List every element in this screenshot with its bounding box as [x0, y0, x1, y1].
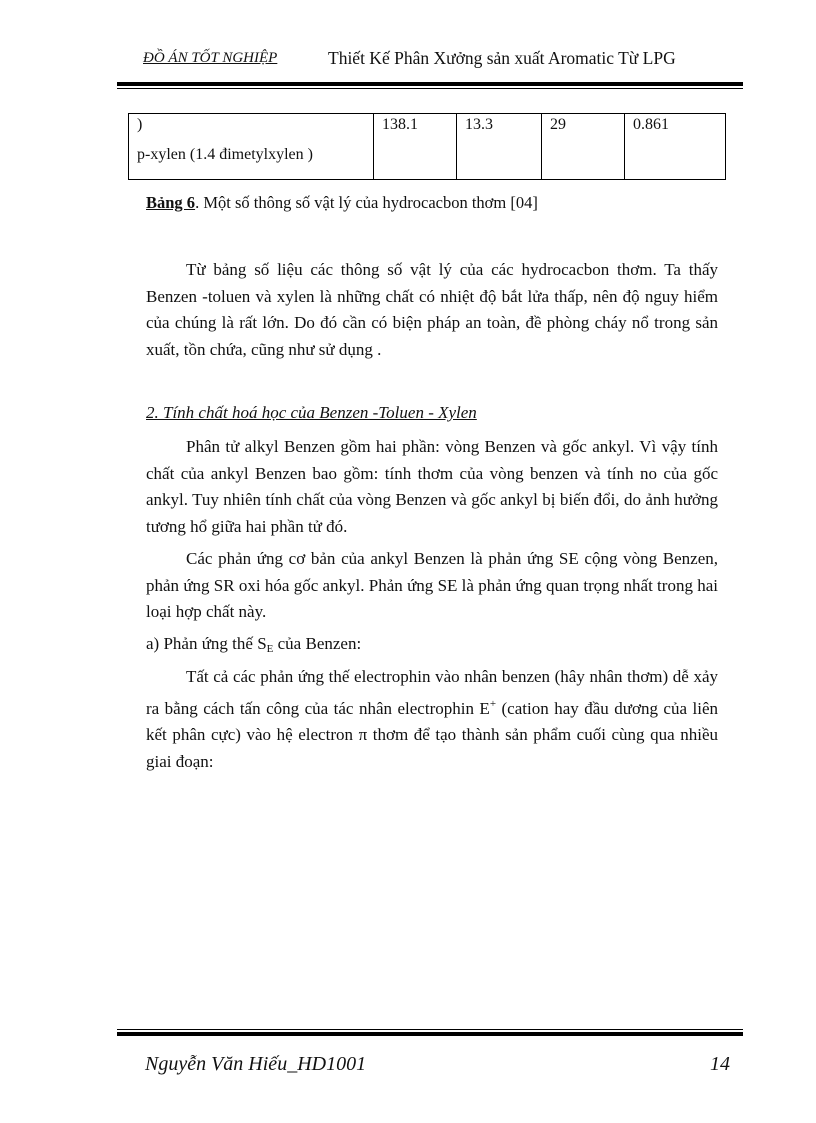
paragraph-3: Các phản ứng cơ bản của ankyl Benzen là phản ứng SE cộng vòng Benzen, phản ứng SR oxi hóa gốc ankyl. Phản ứng SE là phản ứng quan trọng nhất trong hai loại hợp chất này.: [146, 549, 718, 621]
table-row: [129, 114, 726, 180]
paragraph-4-part1: Tất cả các phản ứng thế electrophin vào nhân benzen (hây nhân thơm) dễ xảy ra bằng cách tấn công của tác nhân electrophin E: [146, 667, 718, 718]
physical-properties-table: [128, 113, 726, 180]
table-cell-col5: 0.861: [625, 114, 726, 180]
header-rule-thin: [117, 88, 743, 89]
paragraph-1: Từ bảng số liệu các thông số vật lý của các hydrocacbon thơm. Ta thấy Benzen -toluen và xylen là những chất có nhiệt độ bắt lửa thấp, nên độ nguy hiểm của chúng là rất lớn. Do đó cần có biện pháp an toàn, đề phòng cháy nổ trong sản xuất, tồn chứa, cũng như sử dụng .: [146, 260, 718, 359]
table-cell-compound: [129, 114, 374, 180]
header-left-title: ĐỒ ÁN TỐT NGHIỆP: [143, 50, 278, 66]
header-rule-thick: [117, 82, 743, 86]
caption-text: . Một số thông số vật lý của hydrocacbon thơm [04]: [195, 193, 538, 212]
paragraph-4-part3: thơm để tạo thành sản phẩm cuối cùng qua nhiều giai đoạn:: [146, 725, 718, 771]
caption-label: Bảng 6: [146, 193, 196, 212]
compound-name-line1: ): [137, 116, 143, 133]
table-cell-col3: 13.3: [457, 114, 542, 180]
footer-rule-thin: [117, 1029, 743, 1030]
subheading-post: của Benzen:: [273, 634, 362, 653]
pi-symbol: π: [358, 725, 368, 744]
compound-name-line2: p-xylen (1.4 đimetylxylen ): [137, 146, 313, 163]
table-cell-col4: 29: [542, 114, 625, 180]
paragraph-4-superscript: +: [489, 697, 497, 710]
table-cell-col2: 138.1: [374, 114, 457, 180]
header-right-title: Thiết Kế Phân Xưởng sản xuất Aromatic Từ LPG: [328, 48, 676, 68]
table-caption: [146, 193, 538, 213]
section-title: 2. Tính chất hoá học của Benzen -Toluen - Xylen: [146, 403, 477, 422]
footer-rule-thick: [117, 1032, 743, 1036]
subheading-pre: a) Phản ứng thế S: [146, 634, 267, 653]
page-number: 14: [710, 1053, 730, 1075]
subheading-subscript: E: [266, 643, 274, 655]
paragraph-4-part2: (cation hay đầu dương của liên kết phân cực) vào hệ electron: [146, 698, 718, 744]
footer-author: Nguyễn Văn Hiếu_HD1001: [145, 1053, 367, 1075]
subheading-se-reaction: [146, 631, 718, 663]
paragraph-4: [146, 664, 718, 775]
paragraph-2: Phân tử alkyl Benzen gồm hai phần: vòng Benzen và gốc ankyl. Vì vậy tính chất của ankyl Benzen bao gồm: tính thơm của vòng benzen và tính no của gốc ankyl. Tuy nhiên tính chất của vòng Benzen và gốc ankyl bị biến đổi, do ảnh hưởng tương hổ giữa hai phần tử đó.: [146, 437, 718, 536]
